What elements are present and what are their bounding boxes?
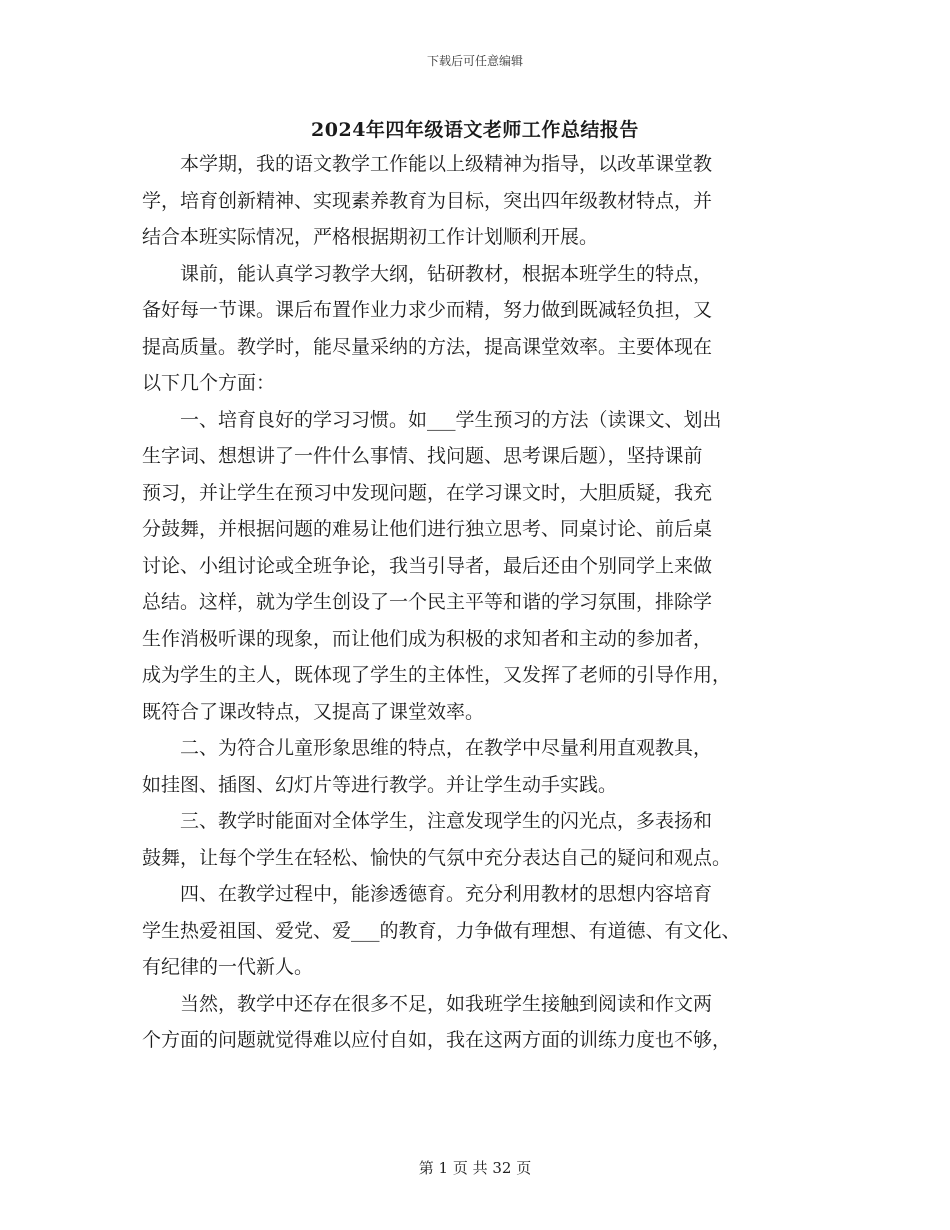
text-line: 备好每一节课。课后布置作业力求少而精，努力做到既减轻负担，又 [142,299,713,321]
text-line: 结合本班实际情况，严格根据期初工作计划顺利开展。 [142,226,599,248]
text-line: 学，培育创新精神、实现素养教育为目标，突出四年级教材特点，并 [142,189,713,212]
text-line: 四、在教学过程中，能渗透德育。充分利用教材的思想内容培育 [142,883,713,905]
text-line: 有纪律的一代新人。 [142,956,314,978]
text-line: 鼓舞，让每个学生在轻松、愉快的气氛中充分表达自己的疑问和观点。 [142,846,732,869]
text-line: 当然，教学中还存在很多不足，如我班学生接触到阅读和作文两 [142,992,713,1015]
text-line: 成为学生的主人，既体现了学生的主体性，又发挥了老师的引导作用， [142,664,732,686]
text-line: 生作消极听课的现象，而让他们成为积极的求知者和主动的参加者， [142,627,713,650]
text-line: 分鼓舞，并根据问题的难易让他们进行独立思考、同桌讨论、前后桌 [142,518,713,540]
text-line: 生字词、想想讲了一件什么事情、找问题、思考课后题），坚持课前 [142,445,703,467]
text-line: 总结。这样，就为学生创设了一个民主平等和谐的学习氛围，排除学 [142,591,713,613]
text-line: 提高质量。教学时，能尽量采纳的方法，提高课堂效率。主要体现在 [142,335,713,358]
text-line: 以下几个方面： [142,372,276,394]
text-line: 既符合了课改特点，又提高了课堂效率。 [142,700,485,723]
text-line: 如挂图、插图、幻灯片等进行教学。并让学生动手实践。 [142,773,618,796]
text-line: 个方面的问题就觉得难以应付自如，我在这两方面的训练力度也不够， [142,1029,732,1051]
text-line: 本学期，我的语文教学工作能以上级精神为指导，以改革课堂教 [142,153,713,175]
text-line: 讨论、小组讨论或全班争论，我当引导者，最后还由个别同学上来做 [142,554,713,577]
text-line: 预习，并让学生在预习中发现问题，在学习课文时，大胆质疑，我充 [142,481,713,504]
document-title: 2024年四年级语文老师工作总结报告 [311,119,639,141]
text-line: 三、教学时能面对全体学生，注意发现学生的闪光点，多表扬和 [142,810,713,832]
text-line: 一、培育良好的学习习惯。如___学生预习的方法（读课文、划出 [142,408,722,431]
text-line: 课前，能认真学习教学大纲，钻研教材，根据本班学生的特点， [142,262,713,285]
page-number: 第 1 页 共 32 页 [418,1159,532,1177]
text-line: 二、为符合儿童形象思维的特点，在教学中尽量利用直观教具， [142,737,713,759]
text-line: 学生热爱祖国、爱党、爱___的教育，力争做有理想、有道德、有文化、 [142,919,741,942]
document-body [142,146,832,1059]
page-header: 下载后可任意编辑 [426,54,523,68]
